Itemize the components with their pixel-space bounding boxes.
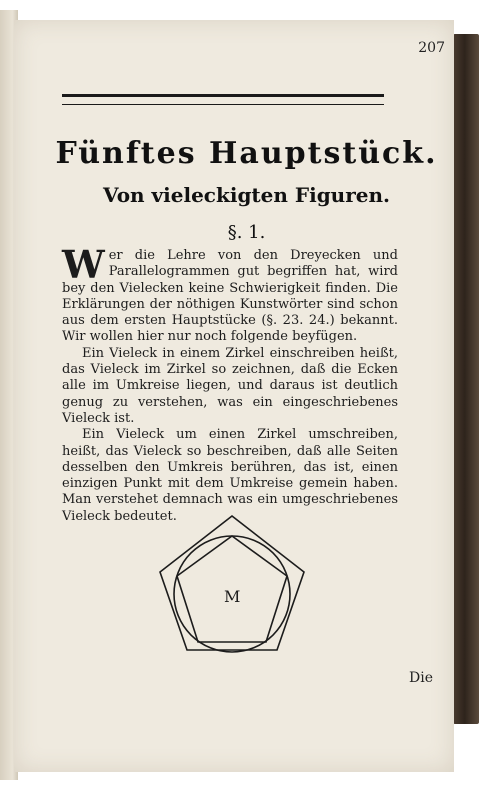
section-title: Von vieleckigten Figuren. xyxy=(103,183,390,207)
paragraph-2: Ein Vieleck in einem Zirkel einschreiben heißt, das Vieleck im Zirkel so zeichnen, daß die Ecken alle im Umkreise liegen, und daraus ist deutlich genug zu verstehen, was ein eingeschriebenes Vieleck ist. xyxy=(62,345,398,426)
header-rule xyxy=(62,94,384,105)
drop-cap: W xyxy=(62,242,105,287)
paragraph-marker: §. 1. xyxy=(227,222,266,243)
paragraph-1-text: er die Lehre von den Dreyecken und Parallelogrammen gut begriffen hat, wird bey den Vielecken keine Schwierigkeit finden. Die Erklärungen der nöthigen Kunstwörter sind schon aus dem ersten Hauptstücke (§. 23. 24.) bekannt. Wir wollen hier nur noch folgende beyfügen. xyxy=(62,248,398,345)
catchword: Die xyxy=(409,670,433,686)
pentagon-circle-figure xyxy=(152,510,312,660)
body-text xyxy=(62,242,398,525)
figure-label: M xyxy=(224,587,241,606)
paragraph-3: Ein Vieleck um einen Zirkel umschreiben, heißt, das Vieleck so beschreiben, daß alle Seiten desselben den Umkreis berühren, das ist, einen einzigen Punkt mit dem Umkreise gemein haben. Man verstehet demnach was ein umgeschriebenes Vieleck bedeutet. xyxy=(62,427,398,524)
paragraph-1 xyxy=(62,242,398,346)
page-number: 207 xyxy=(418,40,445,56)
chapter-title: Fünftes Hauptstück. xyxy=(55,136,438,171)
